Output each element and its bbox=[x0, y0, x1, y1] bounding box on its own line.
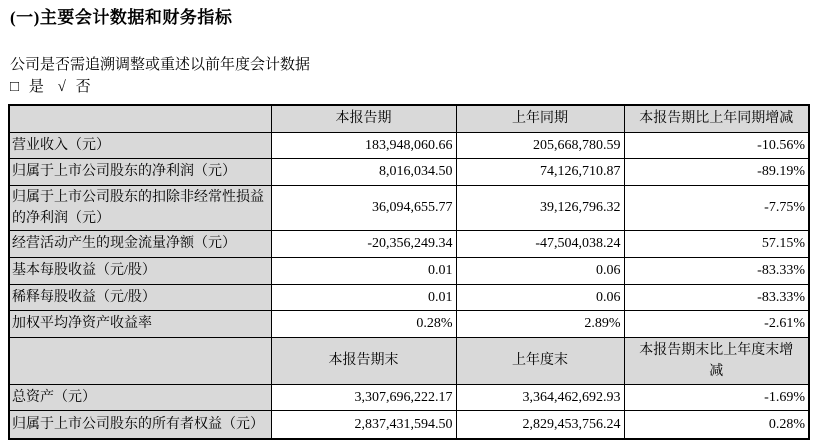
change-value: -1.69% bbox=[624, 384, 809, 410]
current-value: 8,016,034.50 bbox=[271, 158, 456, 185]
current-value: 0.28% bbox=[271, 310, 456, 337]
prior-value: -47,504,038.24 bbox=[456, 230, 624, 257]
yearend-header-current: 本报告期末 bbox=[271, 337, 456, 384]
period-header-prior: 上年同期 bbox=[456, 105, 624, 132]
current-value: 3,307,696,222.17 bbox=[271, 384, 456, 410]
current-value: -20,356,249.34 bbox=[271, 230, 456, 257]
metric-label: 营业收入（元） bbox=[9, 132, 271, 158]
period-header-current: 本报告期 bbox=[271, 105, 456, 132]
change-value: -10.56% bbox=[624, 132, 809, 158]
corner-cell bbox=[9, 105, 271, 132]
prior-value: 2.89% bbox=[456, 310, 624, 337]
change-value: -7.75% bbox=[624, 185, 809, 230]
metric-label: 加权平均净资产收益率 bbox=[9, 310, 271, 337]
checkbox-unchecked-icon: □ bbox=[10, 79, 20, 95]
check-icon: √ bbox=[57, 79, 66, 95]
yearend-header-row bbox=[9, 337, 809, 384]
restate-question: 公司是否需追溯调整或重述以前年度会计数据 bbox=[10, 57, 311, 73]
table-row bbox=[9, 158, 809, 185]
metric-label: 归属于上市公司股东的扣除非经常性损益的净利润（元） bbox=[9, 185, 271, 230]
metric-label: 归属于上市公司股东的净利润（元） bbox=[9, 158, 271, 185]
current-value: 0.01 bbox=[271, 284, 456, 310]
change-value: -89.19% bbox=[624, 158, 809, 185]
metric-label: 基本每股收益（元/股） bbox=[9, 257, 271, 284]
page-title: (一)主要会计数据和财务指标 bbox=[10, 8, 233, 27]
current-value: 36,094,655.77 bbox=[271, 185, 456, 230]
metric-label: 经营活动产生的现金流量净额（元） bbox=[9, 230, 271, 257]
table-row bbox=[9, 310, 809, 337]
financial-indicators-table bbox=[8, 104, 810, 440]
period-header-change: 本报告期比上年同期增减 bbox=[624, 105, 809, 132]
change-value: 57.15% bbox=[624, 230, 809, 257]
current-value: 2,837,431,594.50 bbox=[271, 410, 456, 439]
prior-value: 0.06 bbox=[456, 284, 624, 310]
change-value: -2.61% bbox=[624, 310, 809, 337]
prior-value: 74,126,710.87 bbox=[456, 158, 624, 185]
table-row bbox=[9, 257, 809, 284]
no-label: 否 bbox=[75, 79, 91, 95]
table-row bbox=[9, 410, 809, 439]
prior-value: 39,126,796.32 bbox=[456, 185, 624, 230]
current-value: 0.01 bbox=[271, 257, 456, 284]
prior-value: 0.06 bbox=[456, 257, 624, 284]
yearend-header-change bbox=[624, 337, 809, 384]
metric-label: 稀释每股收益（元/股） bbox=[9, 284, 271, 310]
change-value: 0.28% bbox=[624, 410, 809, 439]
yearend-header-change-text: 本报告期末比上年度末增减 bbox=[639, 342, 794, 379]
table-row bbox=[9, 132, 809, 158]
yearend-header-prior: 上年度末 bbox=[456, 337, 624, 384]
prior-value: 3,364,462,692.93 bbox=[456, 384, 624, 410]
restate-answer bbox=[8, 77, 813, 97]
table-row bbox=[9, 284, 809, 310]
metric-label: 归属于上市公司股东的所有者权益（元） bbox=[9, 410, 271, 439]
prior-value: 2,829,453,756.24 bbox=[456, 410, 624, 439]
period-header-row bbox=[9, 105, 809, 132]
table-row bbox=[9, 384, 809, 410]
prior-value: 205,668,780.59 bbox=[456, 132, 624, 158]
table-row bbox=[9, 185, 809, 230]
current-value: 183,948,060.66 bbox=[271, 132, 456, 158]
table-row bbox=[9, 230, 809, 257]
yes-label: 是 bbox=[28, 79, 44, 95]
corner-cell bbox=[9, 337, 271, 384]
change-value: -83.33% bbox=[624, 284, 809, 310]
change-value: -83.33% bbox=[624, 257, 809, 284]
metric-label: 总资产（元） bbox=[9, 384, 271, 410]
